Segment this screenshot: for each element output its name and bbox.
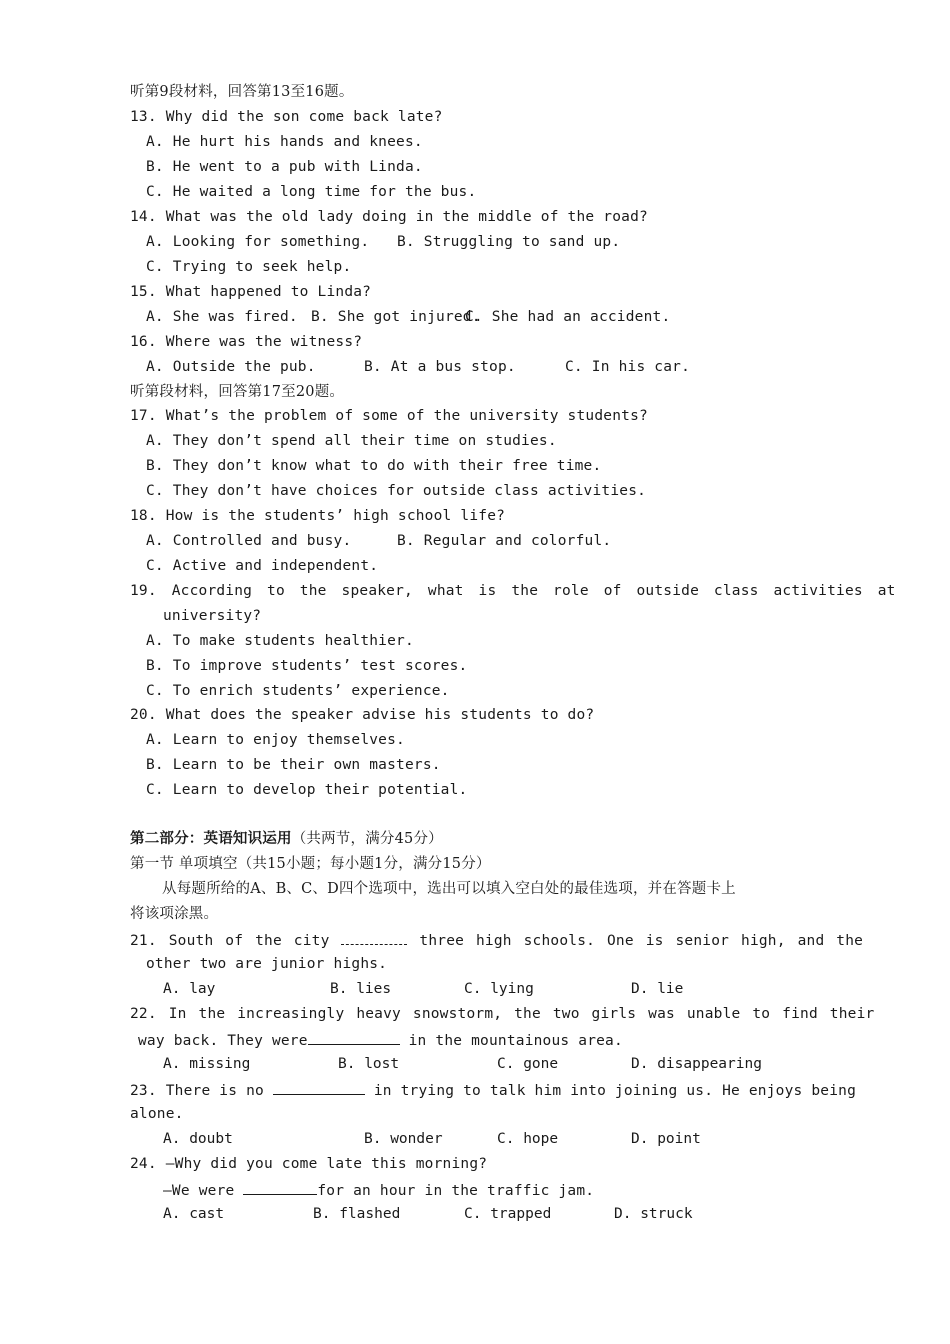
question-22-stem: 22. In the increasingly heavy snowstorm, the two girls was unable to find their (130, 1006, 875, 1022)
question-23-stem (130, 1080, 856, 1100)
answer-blank (273, 1080, 365, 1095)
question-24-option-d: D. struck (614, 1206, 693, 1222)
instructions-line-1: 从每题所给的A、B、C、D四个选项中，选出可以填入空白处的最佳选项，并在答题卡上 (162, 881, 736, 897)
question-15-option-c: C. She had an accident. (465, 309, 671, 325)
part-2-title-main: 第二部分：英语知识运用 (130, 830, 292, 847)
question-16-option-b: B. At a bus stop. (364, 359, 516, 375)
question-17-option-c: C. They don’t have choices for outside class activities. (146, 483, 647, 499)
question-16-option-c: C. In his car. (565, 359, 691, 375)
question-18-option-c: C. Active and independent. (146, 558, 379, 574)
question-24-option-c: C. trapped (464, 1206, 552, 1222)
question-21-stem-continued: other two are junior highs. (146, 956, 388, 972)
question-14-stem: 14. What was the old lady doing in the middle of the road? (130, 209, 648, 225)
question-19-option-b: B. To improve students’ test scores. (146, 658, 468, 674)
question-23-option-c: C. hope (497, 1131, 559, 1147)
question-20-stem: 20. What does the speaker advise his students to do? (130, 707, 595, 723)
question-23-option-b: B. wonder (364, 1131, 443, 1147)
question-15-stem: 15. What happened to Linda? (130, 284, 372, 300)
question-24-option-a: A. cast (163, 1206, 225, 1222)
question-22-text: way back. They were (138, 1033, 308, 1049)
question-17-stem: 17. What’s the problem of some of the university students? (130, 408, 648, 424)
question-13-option-c: C. He waited a long time for the bus. (146, 184, 477, 200)
question-24-text: for an hour in the traffic jam. (317, 1183, 595, 1199)
question-19-stem: 19. According to the speaker, what is the role of outside class activities at (130, 583, 896, 599)
instructions-line-2: 将该项涂黑。 (130, 906, 219, 922)
question-21-text: three high schools. One is senior high, and the (407, 933, 864, 949)
answer-blank (341, 930, 407, 945)
question-17-option-b: B. They don’t know what to do with their free time. (146, 458, 602, 474)
question-15-option-b: B. She got injured. (311, 309, 481, 325)
passage-heading: 听第9段材料，回答第13至16题。 (130, 84, 354, 100)
question-13-stem: 13. Why did the son come back late? (130, 109, 443, 125)
question-21-option-c: C. lying (464, 981, 534, 997)
question-24-stem: 24. —Why did you come late this morning? (130, 1156, 488, 1172)
passage-heading: 听第段材料，回答第17至20题。 (130, 384, 345, 400)
question-20-option-c: C. Learn to develop their potential. (146, 782, 468, 798)
question-21-text: 21. South of the city (130, 933, 342, 949)
question-19-option-a: A. To make students healthier. (146, 633, 414, 649)
question-14-option-c: C. Trying to seek help. (146, 259, 352, 275)
question-21-stem (130, 930, 863, 950)
question-14-option-a: A. Looking for something. (146, 234, 370, 250)
question-22-stem-continued (138, 1030, 623, 1050)
question-18-option-a: A. Controlled and busy. (146, 533, 352, 549)
answer-blank (308, 1030, 400, 1045)
question-21-option-a: A. lay (163, 981, 216, 997)
question-15-option-a: A. She was fired. (146, 309, 298, 325)
question-16-option-a: A. Outside the pub. (146, 359, 316, 375)
question-24-stem-continued (163, 1180, 594, 1200)
question-18-stem: 18. How is the students’ high school life? (130, 508, 506, 524)
question-21-option-d: D. lie (631, 981, 684, 997)
question-19-option-c: C. To enrich students’ experience. (146, 683, 450, 699)
question-20-option-a: A. Learn to enjoy themselves. (146, 732, 405, 748)
question-23-text: in trying to talk him into joining us. He enjoys being (364, 1083, 857, 1099)
question-17-option-a: A. They don’t spend all their time on studies. (146, 433, 557, 449)
question-14-option-b: B. Struggling to sand up. (397, 234, 621, 250)
question-22-text: in the mountainous area. (399, 1033, 623, 1049)
question-13-option-b: B. He went to a pub with Linda. (146, 159, 423, 175)
question-18-option-b: B. Regular and colorful. (397, 533, 612, 549)
question-21-option-b: B. lies (330, 981, 392, 997)
part-2-title-score: （共两节，满分45分） (291, 831, 443, 847)
question-20-option-b: B. Learn to be their own masters. (146, 757, 441, 773)
question-23-text: 23. There is no (130, 1083, 273, 1099)
question-23-option-d: D. point (631, 1131, 701, 1147)
question-22-option-a: A. missing (163, 1056, 251, 1072)
question-22-option-b: B. lost (338, 1056, 400, 1072)
question-16-stem: 16. Where was the witness? (130, 334, 363, 350)
answer-blank (243, 1180, 317, 1195)
question-23-stem-continued: alone. (130, 1106, 184, 1122)
part-2-title (130, 830, 443, 848)
question-22-option-c: C. gone (497, 1056, 559, 1072)
question-24-option-b: B. flashed (313, 1206, 401, 1222)
section-1-title: 第一节 单项填空（共15小题；每小题1分，满分15分） (130, 856, 491, 872)
question-22-option-d: D. disappearing (631, 1056, 762, 1072)
question-24-text: —We were (163, 1183, 244, 1199)
question-19-stem-continued: university? (163, 608, 262, 624)
question-13-option-a: A. He hurt his hands and knees. (146, 134, 423, 150)
question-23-option-a: A. doubt (163, 1131, 233, 1147)
